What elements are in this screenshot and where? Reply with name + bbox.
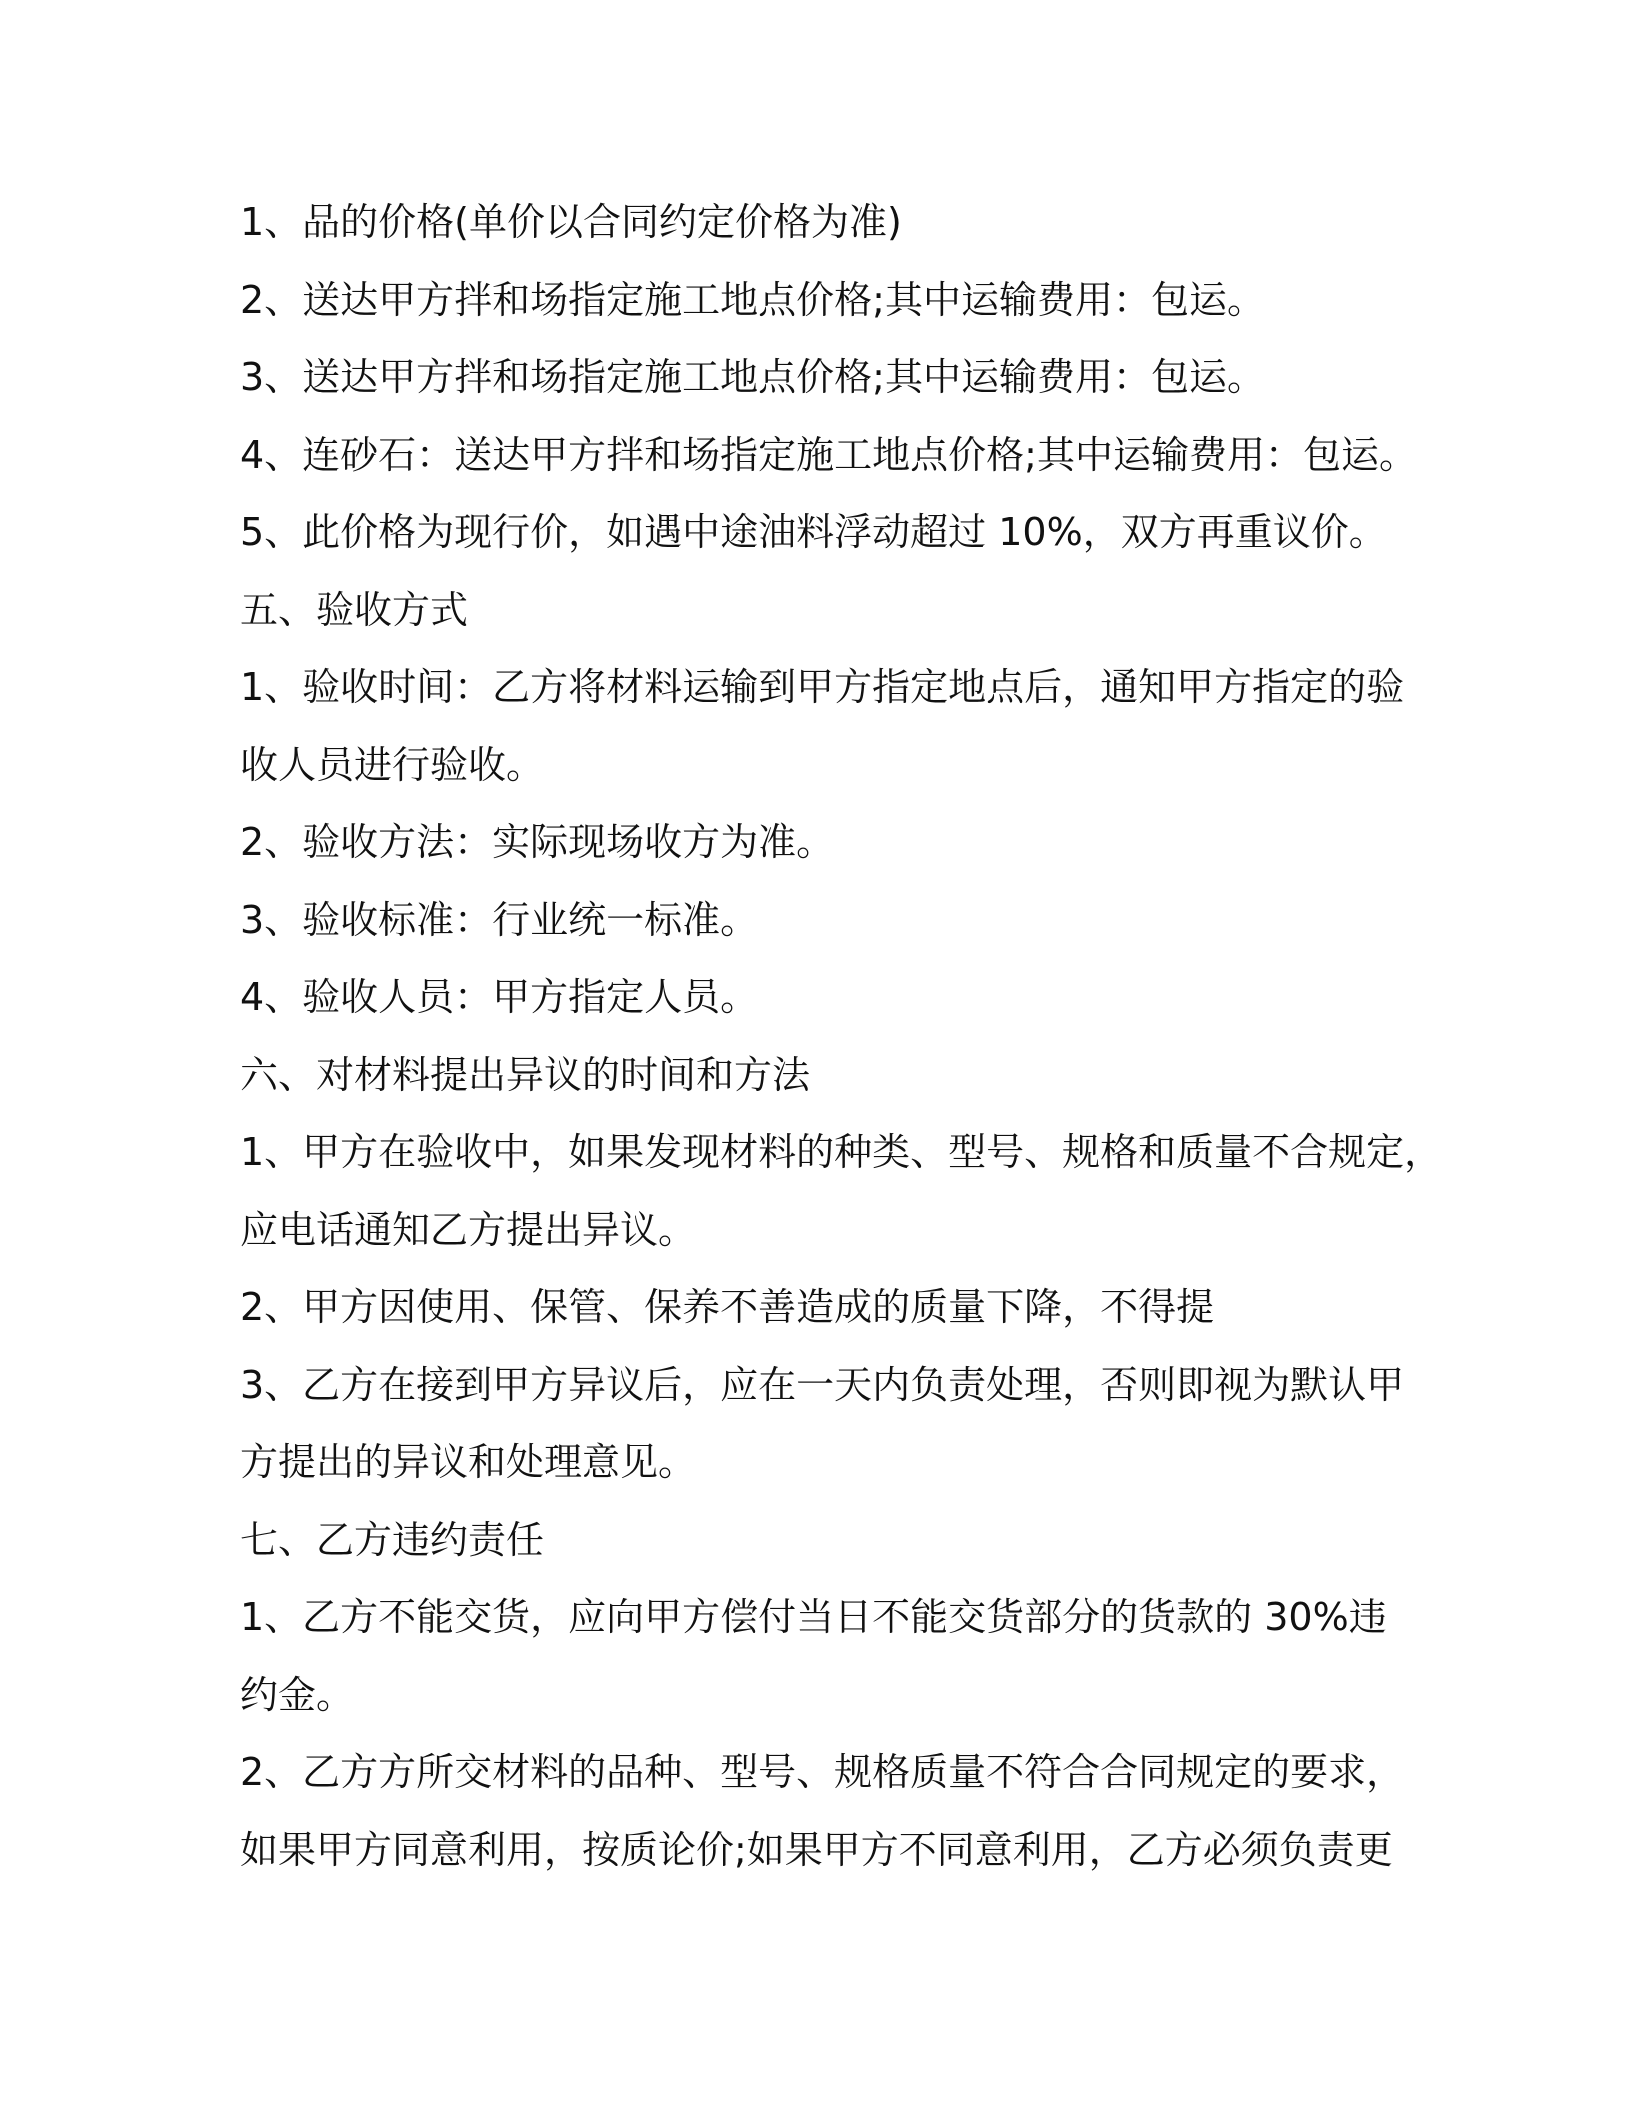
text-line: 方提出的异议和处理意见。: [240, 1440, 697, 1484]
text-line: 2、甲方因使用、保管、保养不善造成的质量下降，不得提: [240, 1285, 1215, 1329]
text-line: 4、验收人员：甲方指定人员。: [240, 975, 759, 1019]
text-line: 应电话通知乙方提出异议。: [240, 1207, 697, 1252]
section-heading: 七、乙方违约责任: [240, 1517, 545, 1562]
document-body: [240, 190, 1443, 1895]
text-line: 收人员进行验收。: [240, 742, 545, 787]
text-line: 约金。: [240, 1672, 355, 1717]
text-line: 2、验收方法：实际现场收方为准。: [240, 820, 835, 864]
text-line: 3、乙方在接到甲方异议后，应在一天内负责处理，否则即视为默认甲: [240, 1362, 1405, 1407]
text-line: 如果甲方同意利用，按质论价;如果甲方不同意利用，乙方必须负责更: [240, 1827, 1393, 1872]
text-line: 5、此价格为现行价，如遇中途油料浮动超过 10%，双方再重议价。: [240, 510, 1387, 554]
section-heading: 六、对材料提出异议的时间和方法: [240, 1052, 811, 1097]
text-line: 3、送达甲方拌和场指定施工地点价格;其中运输费用：包运。: [240, 355, 1265, 399]
text-line: 2、乙方方所交材料的品种、型号、规格质量不符合合同规定的要求，: [240, 1750, 1405, 1794]
text-line: 4、连砂石：送达甲方拌和场指定施工地点价格;其中运输费用：包运。: [240, 432, 1417, 477]
text-line: 1、品的价格(单价以合同约定价格为准): [240, 200, 902, 244]
text-line: 2、送达甲方拌和场指定施工地点价格;其中运输费用：包运。: [240, 277, 1265, 322]
text-line: 1、甲方在验收中，如果发现材料的种类、型号、规格和质量不合规定，: [240, 1130, 1443, 1174]
text-line: 3、验收标准：行业统一标准。: [240, 897, 759, 942]
text-line: 1、验收时间：乙方将材料运输到甲方指定地点后，通知甲方指定的验: [240, 665, 1405, 709]
section-heading: 五、验收方式: [240, 587, 469, 632]
text-line: 1、乙方不能交货，应向甲方偿付当日不能交货部分的货款的 30%违: [240, 1595, 1387, 1639]
